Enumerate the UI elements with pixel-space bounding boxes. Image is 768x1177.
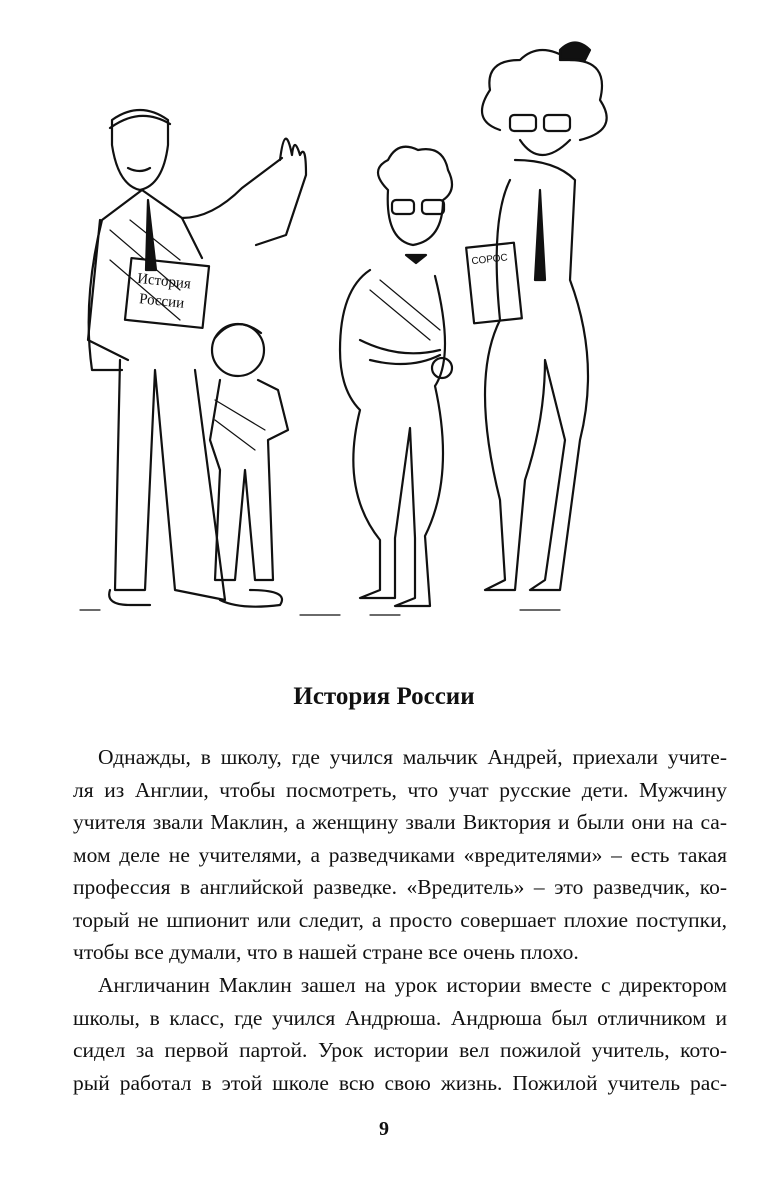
book-lettering: История bbox=[136, 270, 192, 293]
book-lettering: СОРОС bbox=[471, 252, 509, 268]
page-number: 9 bbox=[379, 1118, 389, 1140]
text-line: профессия в английской разведке. «Вредитель» – это разведчик, ко- bbox=[73, 875, 727, 899]
paragraph-1 bbox=[73, 741, 727, 969]
woman-short-figure bbox=[340, 147, 452, 606]
text-line: торый не шпионит или следит, а просто совершает плохие поступки, bbox=[73, 907, 727, 932]
chapter-title: История России bbox=[293, 683, 475, 710]
illustration-teachers bbox=[70, 40, 670, 640]
text-line: сидел за первой партой. Урок истории вел пожилой учитель, кото- bbox=[73, 1038, 727, 1062]
text-line: ля из Англии, чтобы посмотреть, что учат русские дети. Мужчину bbox=[73, 777, 727, 802]
text-line: Однажды, в школу, где учился мальчик Андрей, приехали учите- bbox=[98, 745, 727, 769]
text-line: Англичанин Маклин зашел на урок истории вместе с директором bbox=[98, 973, 727, 997]
man-figure bbox=[88, 110, 306, 607]
paragraph-2 bbox=[73, 969, 727, 1099]
text-line: рый работал в этой школе всю свою жизнь. Пожилой учитель рас- bbox=[73, 1070, 727, 1095]
woman-tall-figure bbox=[466, 43, 607, 591]
book-lettering: России bbox=[138, 291, 186, 312]
text-line: мом деле не учителями, а разведчиками «вредителями» – есть такая bbox=[73, 842, 727, 867]
boy-figure bbox=[210, 324, 288, 580]
text-line: учителя звали Маклин, а женщину звали Виктория и были они на са- bbox=[73, 810, 727, 834]
text-line: чтобы все думали, что в нашей стране все очень плохо. bbox=[73, 940, 579, 964]
text-line: школы, в класс, где учился Андрюша. Андрюша был отличником и bbox=[73, 1005, 727, 1030]
